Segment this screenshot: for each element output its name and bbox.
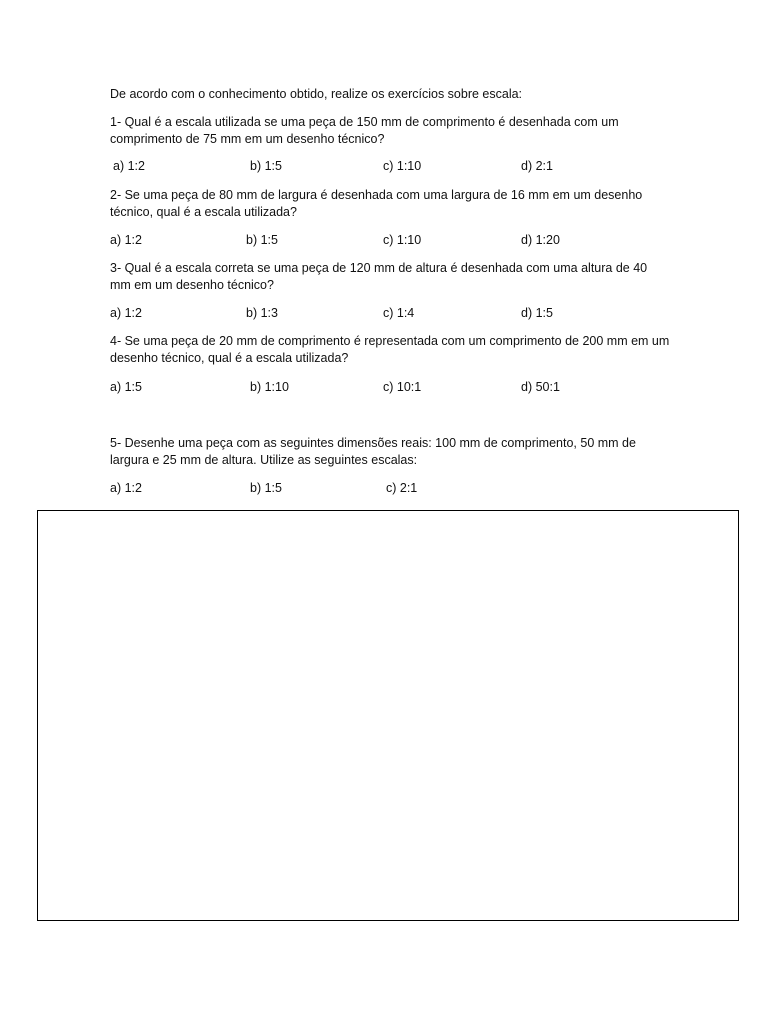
question-5-option-a: a) 1:2 <box>110 481 142 495</box>
question-3-option-d: d) 1:5 <box>521 306 553 320</box>
question-2-option-a: a) 1:2 <box>110 233 142 247</box>
question-1-option-d: d) 2:1 <box>521 159 553 173</box>
question-4-option-d: d) 50:1 <box>521 380 560 394</box>
question-2-option-d: d) 1:20 <box>521 233 560 247</box>
question-5-option-c: c) 2:1 <box>386 481 418 495</box>
intro-text: De acordo com o conhecimento obtido, realize os exercícios sobre escala: <box>110 87 523 101</box>
question-1-option-a: a) 1:2 <box>113 159 145 173</box>
question-5-option-b: b) 1:5 <box>250 481 282 495</box>
question-1-text: 1- Qual é a escala utilizada se uma peça de 150 mm de comprimento é desenhada com um comprimento de 75 mm em um desenho técnico? <box>110 115 619 146</box>
question-3-option-c: c) 1:4 <box>383 306 415 320</box>
question-5-text: 5- Desenhe uma peça com as seguintes dimensões reais: 100 mm de comprimento, 50 mm de largura e 25 mm de altura. Utilize as seguintes escalas: <box>110 436 636 467</box>
drawing-area-box <box>37 510 739 921</box>
question-4-option-a: a) 1:5 <box>110 380 142 394</box>
question-1-option-c: c) 1:10 <box>383 159 422 173</box>
question-3-option-a: a) 1:2 <box>110 306 142 320</box>
question-2-option-c: c) 1:10 <box>383 233 422 247</box>
question-2-text: 2- Se uma peça de 80 mm de largura é desenhada com uma largura de 16 mm em um desenho técnico, qual é a escala utilizada? <box>110 188 643 219</box>
question-3-option-b: b) 1:3 <box>246 306 278 320</box>
question-1-option-b: b) 1:5 <box>250 159 282 173</box>
question-4-text: 4- Se uma peça de 20 mm de comprimento é representada com um comprimento de 200 mm em um desenho técnico, qual é a escala utilizada? <box>110 334 670 365</box>
question-4-option-b: b) 1:10 <box>250 380 289 394</box>
question-3-text: 3- Qual é a escala correta se uma peça de 120 mm de altura é desenhada com uma altura de 40 mm em um desenho técnico? <box>110 261 648 292</box>
question-2-option-b: b) 1:5 <box>246 233 278 247</box>
question-4-option-c: c) 10:1 <box>383 380 422 394</box>
